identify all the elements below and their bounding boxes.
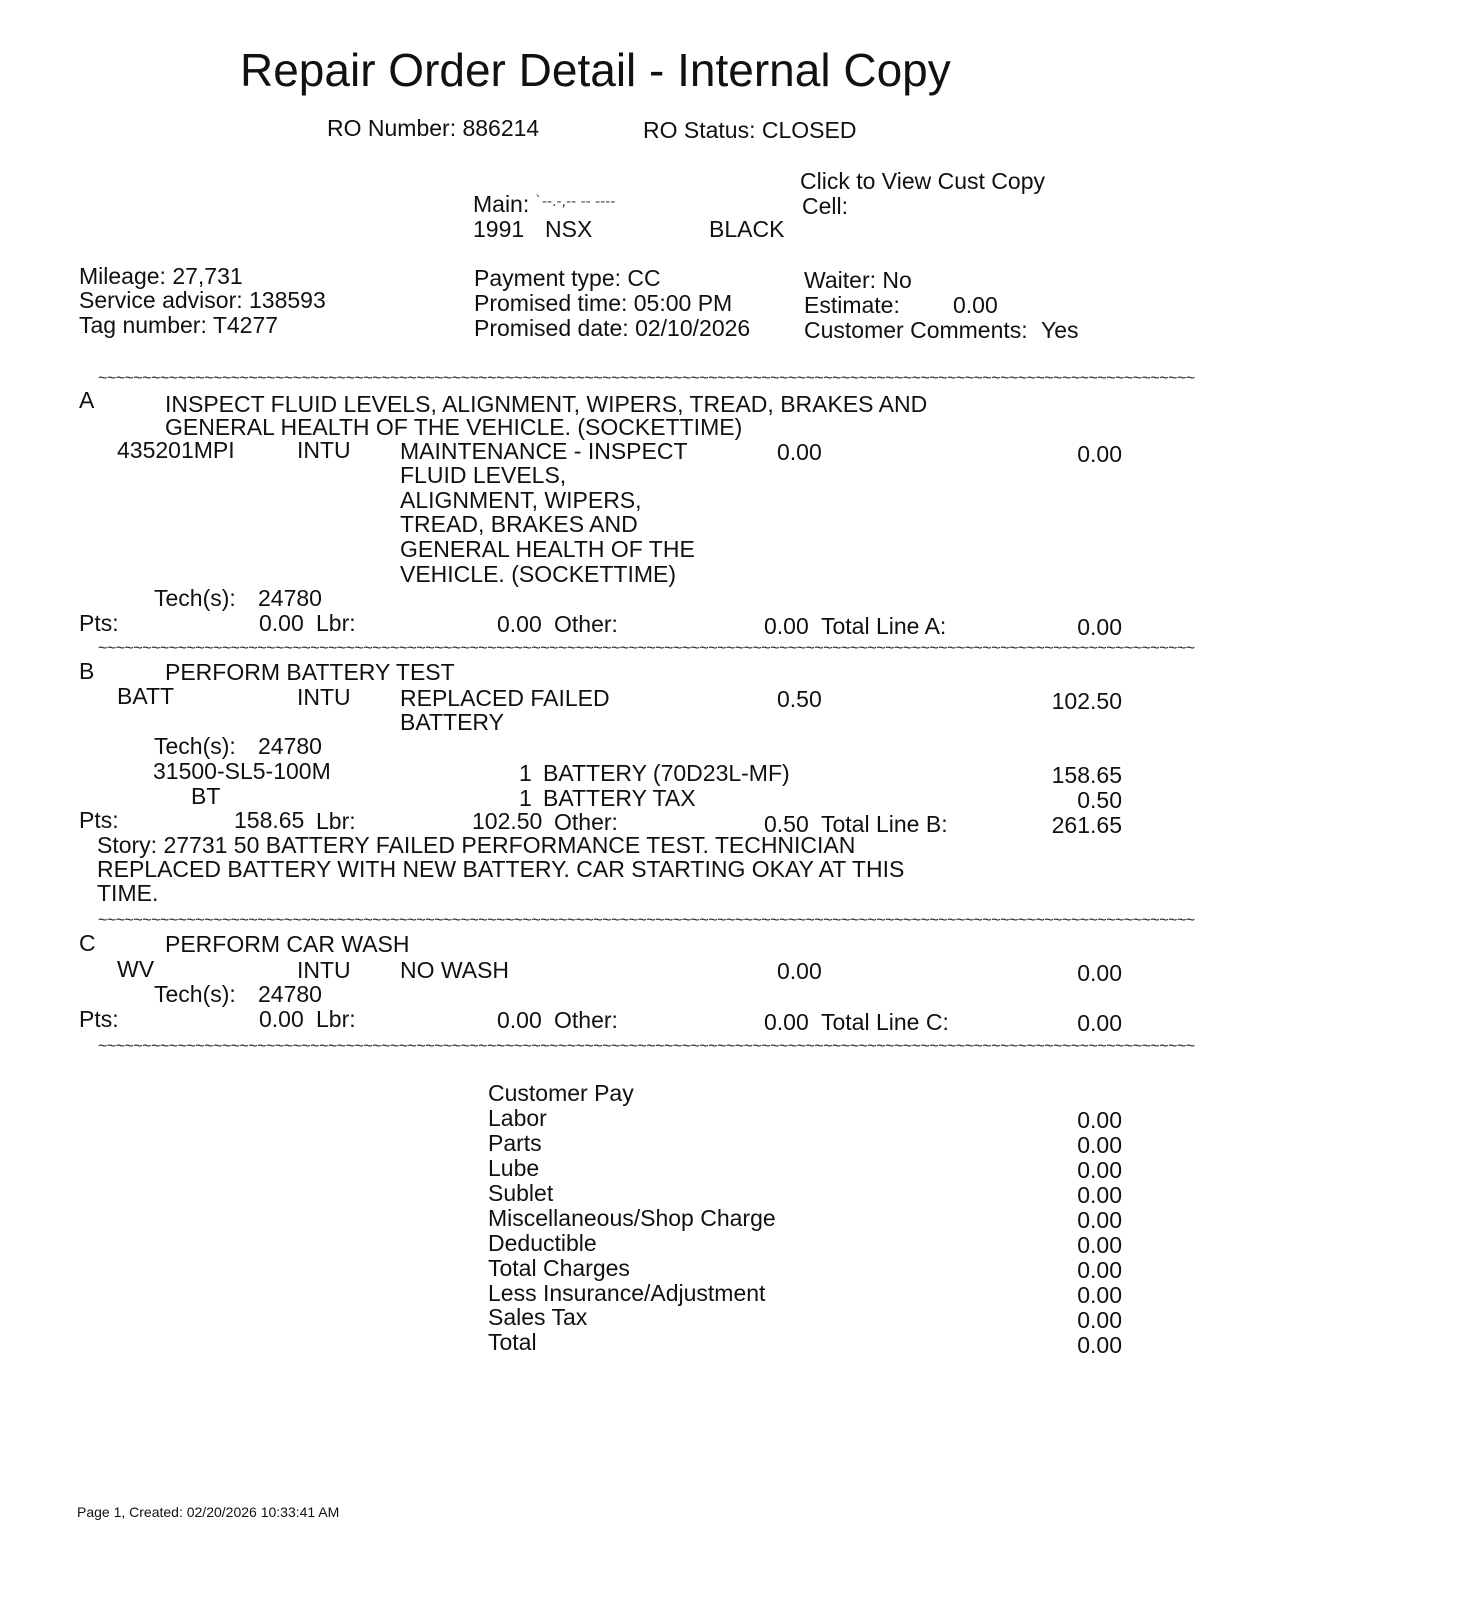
line-a-desc-cont: GENERAL HEALTH OF THE VEHICLE. (SOCKETTIME) <box>165 414 743 440</box>
line-b-techs: 24780 <box>258 733 322 759</box>
summary-label: Labor <box>488 1105 547 1131</box>
line-a-lbr: 0.00 <box>497 611 542 637</box>
line-c-pay-type: INTU <box>297 957 351 983</box>
part-qty: 1 <box>519 785 532 811</box>
tag-number: Tag number: T4277 <box>79 312 279 338</box>
payment-type: Payment type: CC <box>474 265 661 291</box>
line-c-pts: 0.00 <box>259 1006 304 1032</box>
line-c-op-code: WV <box>117 956 155 982</box>
summary-label: Sales Tax <box>488 1304 588 1330</box>
line-a-op-desc: GENERAL HEALTH OF THE <box>400 536 695 562</box>
summary-value: 0.00 <box>1077 1332 1122 1358</box>
line-b-op-desc: REPLACED FAILED <box>400 685 610 711</box>
part-desc: BATTERY (70D23L-MF) <box>543 760 790 786</box>
line-c-total: 0.00 <box>1077 1010 1122 1036</box>
summary-label: Deductible <box>488 1230 597 1256</box>
line-b-techs-label: Tech(s): <box>154 733 236 759</box>
line-c-desc: PERFORM CAR WASH <box>165 931 410 957</box>
line-c-total-label: Total Line C: <box>821 1009 949 1035</box>
summary-value: 0.00 <box>1077 1307 1122 1333</box>
line-a-pts: 0.00 <box>259 610 304 636</box>
line-b-op-code: BATT <box>117 683 175 709</box>
line-c-techs-label: Tech(s): <box>154 981 236 1007</box>
estimate-label: Estimate: <box>804 292 900 318</box>
line-c-pts-label: Pts: <box>79 1006 119 1032</box>
line-b-other-label: Other: <box>554 809 618 835</box>
cell-label: Cell: <box>802 193 849 219</box>
separator: ~~~~~~~~~~~~~~~~~~~~~~~~~~~~~~~~~~~~~~~~~~~~~~~~~~~~~~~~~~~~~~~~~~~~~~~~~~~~~~~~~~~~~~~~~~~~~~~~~~~~~~~~~~~~~~~~~~~~~~~~~~~~ <box>98 1038 1195 1055</box>
summary-value: 0.00 <box>1077 1132 1122 1158</box>
line-a-total: 0.00 <box>1077 614 1122 640</box>
page-title: Repair Order Detail - Internal Copy <box>240 44 951 96</box>
summary-label: Sublet <box>488 1180 554 1206</box>
line-b-op-desc: BATTERY <box>400 709 504 735</box>
line-b-lbr: 102.50 <box>472 808 543 834</box>
line-a-op-desc: MAINTENANCE - INSPECT <box>400 438 688 464</box>
separator: ~~~~~~~~~~~~~~~~~~~~~~~~~~~~~~~~~~~~~~~~~~~~~~~~~~~~~~~~~~~~~~~~~~~~~~~~~~~~~~~~~~~~~~~~~~~~~~~~~~~~~~~~~~~~~~~~~~~~~~~~~~~~ <box>98 640 1195 657</box>
customer-comments-value: Yes <box>1041 317 1079 343</box>
line-c-hours: 0.00 <box>777 958 822 984</box>
vehicle-model: NSX <box>545 216 593 242</box>
line-c-other: 0.00 <box>764 1009 809 1035</box>
summary-label: Lube <box>488 1155 540 1181</box>
line-c-letter: C <box>79 930 96 956</box>
line-c-lbr-label: Lbr: <box>316 1006 356 1032</box>
ro-number: RO Number: 886214 <box>327 115 540 141</box>
part-number: 31500-SL5-100M <box>153 758 331 784</box>
line-c-amount: 0.00 <box>1077 960 1122 986</box>
line-b-desc: PERFORM BATTERY TEST <box>165 659 455 685</box>
line-a-letter: A <box>79 387 95 413</box>
line-a-pay-type: INTU <box>297 437 351 463</box>
vehicle-year: 1991 <box>473 216 525 242</box>
line-a-amount: 0.00 <box>1077 441 1122 467</box>
part-desc: BATTERY TAX <box>543 785 696 811</box>
line-c-other-label: Other: <box>554 1007 618 1033</box>
line-b-pay-type: INTU <box>297 684 351 710</box>
line-a-hours: 0.00 <box>777 439 822 465</box>
line-b-pts-label: Pts: <box>79 807 119 833</box>
summary-value: 0.00 <box>1077 1282 1122 1308</box>
line-b-hours: 0.50 <box>777 686 822 712</box>
line-a-other: 0.00 <box>764 613 809 639</box>
summary-value: 0.00 <box>1077 1182 1122 1208</box>
line-b-total: 261.65 <box>1051 812 1122 838</box>
estimate-value: 0.00 <box>953 292 998 318</box>
summary-value: 0.00 <box>1077 1232 1122 1258</box>
line-a-other-label: Other: <box>554 611 618 637</box>
waiter: Waiter: No <box>804 267 912 293</box>
line-a-lbr-label: Lbr: <box>316 610 356 636</box>
vehicle-color: BLACK <box>709 216 785 242</box>
summary-label: Total <box>488 1329 537 1355</box>
separator: ~~~~~~~~~~~~~~~~~~~~~~~~~~~~~~~~~~~~~~~~~~~~~~~~~~~~~~~~~~~~~~~~~~~~~~~~~~~~~~~~~~~~~~~~~~~~~~~~~~~~~~~~~~~~~~~~~~~~~~~~~~~~ <box>98 370 1195 387</box>
part-price: 158.65 <box>1051 762 1122 788</box>
story-text: Story: 27731 50 BATTERY FAILED PERFORMANCE TEST. TECHNICIAN <box>97 832 856 858</box>
line-a-pts-label: Pts: <box>79 610 119 636</box>
customer-comments-label: Customer Comments: <box>804 317 1028 343</box>
line-b-other: 0.50 <box>764 811 809 837</box>
view-cust-copy-link[interactable]: Click to View Cust Copy <box>800 168 1045 194</box>
line-a-op-desc: TREAD, BRAKES AND <box>400 511 638 537</box>
line-a-op-desc: VEHICLE. (SOCKETTIME) <box>400 561 677 587</box>
line-a-op-desc: FLUID LEVELS, <box>400 462 567 488</box>
line-a-op-desc: ALIGNMENT, WIPERS, <box>400 487 642 513</box>
summary-value: 0.00 <box>1077 1257 1122 1283</box>
promised-date: Promised date: 02/10/2026 <box>474 315 751 341</box>
main-phone-value: `--.-,-- -- ---- <box>535 194 616 210</box>
summary-label: Parts <box>488 1130 542 1156</box>
line-b-pts: 158.65 <box>234 807 305 833</box>
main-phone-label: Main: <box>473 191 530 217</box>
summary-heading: Customer Pay <box>488 1080 634 1106</box>
part-number: BT <box>191 783 221 809</box>
summary-label: Less Insurance/Adjustment <box>488 1280 766 1306</box>
line-b-amount: 102.50 <box>1051 688 1122 714</box>
line-b-lbr-label: Lbr: <box>316 808 356 834</box>
part-qty: 1 <box>519 760 532 786</box>
story-text: REPLACED BATTERY WITH NEW BATTERY. CAR STARTING OKAY AT THIS <box>97 856 905 882</box>
summary-value: 0.00 <box>1077 1157 1122 1183</box>
summary-value: 0.00 <box>1077 1107 1122 1133</box>
line-a-techs: 24780 <box>258 585 322 611</box>
part-price: 0.50 <box>1077 787 1122 813</box>
separator: ~~~~~~~~~~~~~~~~~~~~~~~~~~~~~~~~~~~~~~~~~~~~~~~~~~~~~~~~~~~~~~~~~~~~~~~~~~~~~~~~~~~~~~~~~~~~~~~~~~~~~~~~~~~~~~~~~~~~~~~~~~~~ <box>98 912 1195 929</box>
summary-value: 0.00 <box>1077 1207 1122 1233</box>
summary-label: Miscellaneous/Shop Charge <box>488 1205 776 1231</box>
line-a-total-label: Total Line A: <box>821 613 947 639</box>
line-c-techs: 24780 <box>258 981 322 1007</box>
line-b-letter: B <box>79 658 95 684</box>
mileage: Mileage: 27,731 <box>79 263 243 289</box>
promised-time: Promised time: 05:00 PM <box>474 290 733 316</box>
line-a-op-code: 435201MPI <box>117 437 235 463</box>
line-a-techs-label: Tech(s): <box>154 585 236 611</box>
summary-label: Total Charges <box>488 1255 630 1281</box>
line-b-total-label: Total Line B: <box>821 811 948 837</box>
page-footer: Page 1, Created: 02/20/2026 10:33:41 AM <box>77 1504 340 1520</box>
line-c-op-desc: NO WASH <box>400 957 510 983</box>
ro-status: RO Status: CLOSED <box>643 117 857 143</box>
service-advisor: Service advisor: 138593 <box>79 287 326 313</box>
line-a-desc: INSPECT FLUID LEVELS, ALIGNMENT, WIPERS, TREAD, BRAKES AND <box>165 391 928 417</box>
line-c-lbr: 0.00 <box>497 1007 542 1033</box>
story-text: TIME. <box>97 880 159 906</box>
